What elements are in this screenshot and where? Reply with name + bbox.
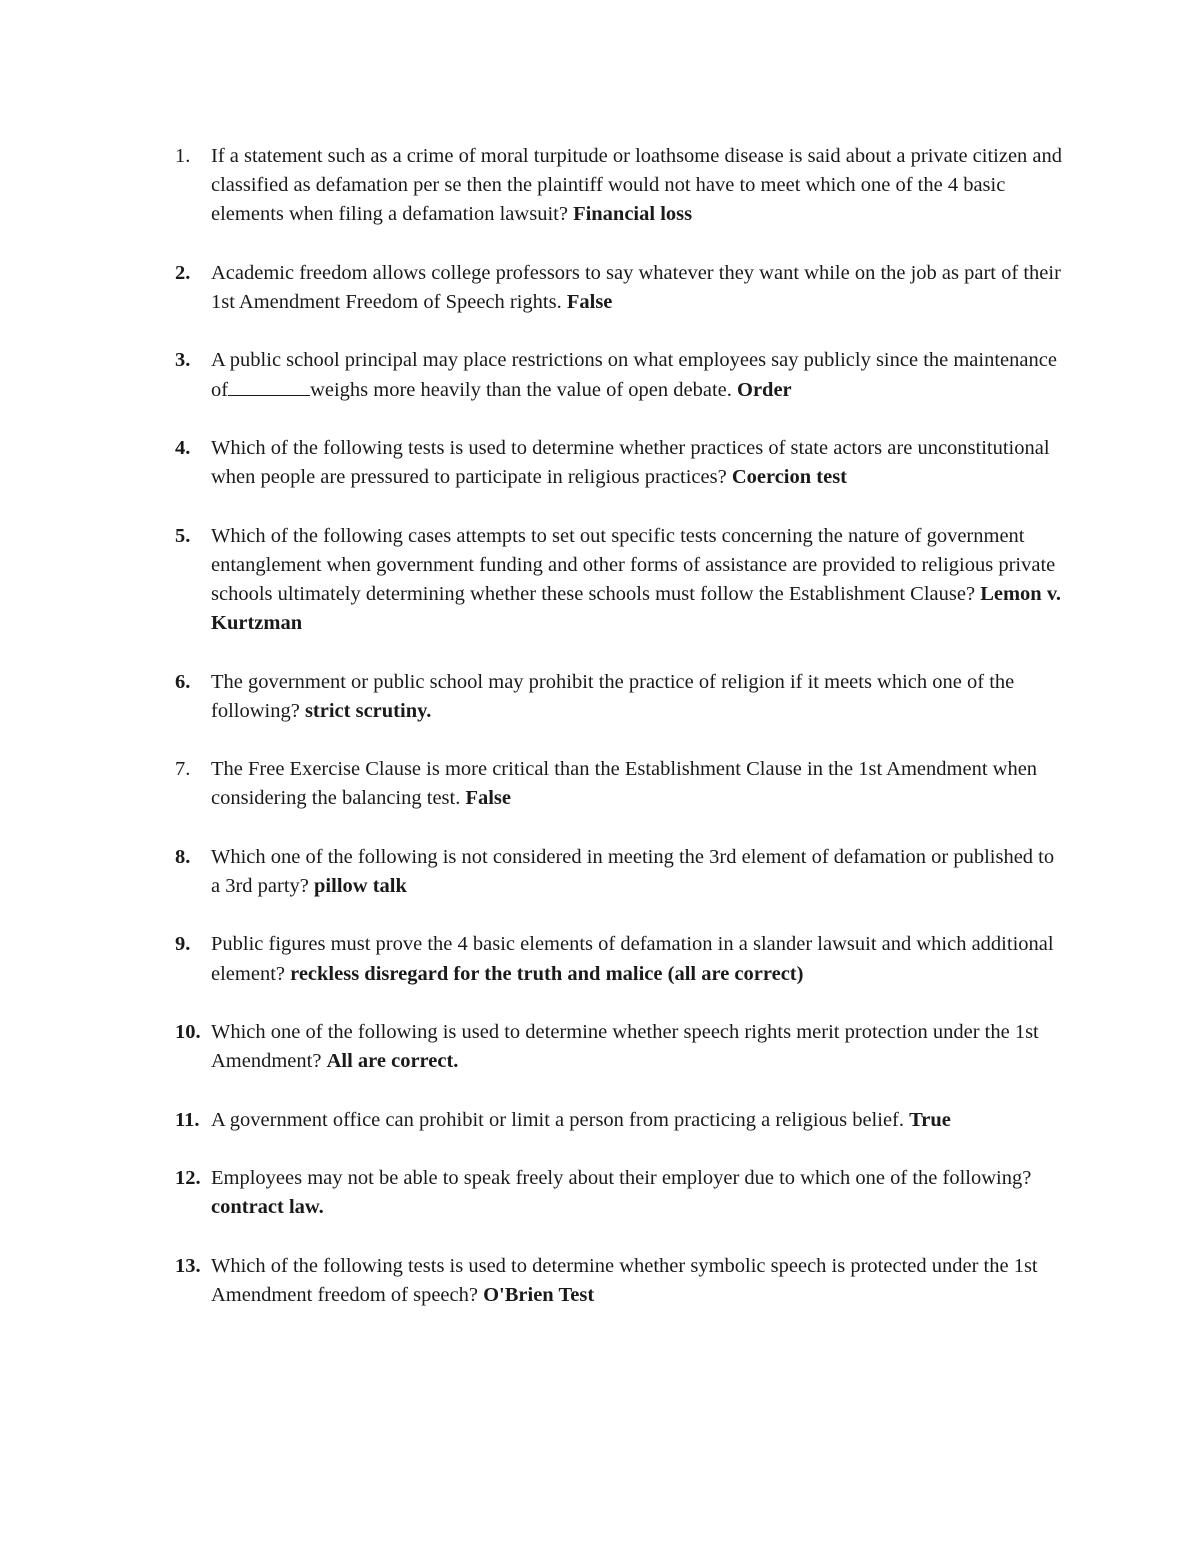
answer-text: False	[465, 787, 512, 810]
question-item-5	[163, 522, 1068, 639]
question-number: 1.	[175, 145, 191, 167]
question-item-3	[163, 346, 1068, 404]
question-item-9	[163, 930, 1068, 988]
answer-text: All are correct.	[326, 1050, 459, 1073]
answer-text: Coercion test	[731, 466, 848, 489]
question-text: A public school principal may place restrictions on what employees say publicly since the maintenance of	[211, 349, 1057, 401]
answer-text: contract law.	[211, 1196, 324, 1219]
question-item-4	[163, 434, 1068, 492]
answer-text: pillow talk	[314, 874, 407, 897]
answer-text: strict scrutiny.	[304, 699, 432, 722]
question-item-6	[163, 668, 1068, 726]
question-number: 10.	[175, 1020, 201, 1043]
question-number: 9.	[175, 933, 191, 956]
question-text: Which of the following tests is used to determine whether practices of state actors are unconstitutional when people are pressured to participate in religious practices?	[211, 436, 1050, 489]
question-item-8	[163, 843, 1068, 901]
question-number: 8.	[175, 845, 191, 868]
question-number: 5.	[175, 524, 191, 547]
question-text: Which of the following cases attempts to set out specific tests concerning the nature of government entanglement when government funding and other forms of assistance are provided to religious private schools ultimately determining whether these schools must follow the Establishment Clause?	[211, 524, 1056, 605]
question-item-12	[163, 1164, 1068, 1222]
question-item-13	[163, 1252, 1068, 1310]
question-text: Academic freedom allows college professors to say whatever they want while on the job as part of their 1st Amendment Freedom of Speech rights.	[211, 261, 1061, 313]
question-item-2	[163, 259, 1068, 317]
question-number: 6.	[175, 670, 191, 693]
question-number: 7.	[175, 758, 191, 781]
answer-text: Financial loss	[573, 203, 693, 226]
question-list	[163, 142, 1068, 1339]
question-text: A government office can prohibit or limit a person from practicing a religious belief.	[211, 1108, 904, 1131]
question-text: Which one of the following is used to determine whether speech rights merit protection under the 1st Amendment?	[211, 1020, 1039, 1073]
question-item-10	[163, 1018, 1068, 1076]
answer-text: True	[909, 1108, 951, 1131]
answer-text: reckless disregard for the truth and malice (all are correct)	[290, 962, 804, 985]
answer-text: False	[566, 291, 613, 313]
question-text: The government or public school may prohibit the practice of religion if it meets which one of the following?	[211, 670, 1015, 722]
question-number: 2.	[175, 261, 191, 284]
question-text: Which one of the following is not considered in meeting the 3rd element of defamation or published to a 3rd party?	[211, 845, 1055, 897]
answer-text: Lemon v. Kurtzman	[211, 582, 1062, 635]
question-text: If a statement such as a crime of moral turpitude or loathsome disease is said about a private citizen and classified as defamation per se then the plaintiff would not have to meet which one of the 4 basic elements when filing a defamation lawsuit?	[211, 145, 1063, 226]
question-number: 3.	[175, 349, 191, 372]
question-item-7	[163, 755, 1068, 813]
question-text: Employees may not be able to speak freely about their employer due to which one of the following?	[211, 1166, 1032, 1189]
question-text: Which of the following tests is used to determine whether symbolic speech is protected under the 1st Amendment freedom of speech?	[211, 1254, 1038, 1306]
question-number: 11.	[175, 1108, 200, 1131]
answer-text: O'Brien Test	[483, 1283, 595, 1306]
question-number: 12.	[175, 1166, 201, 1189]
question-text: The Free Exercise Clause is more critical than the Establishment Clause in the 1st Amendment when considering the balancing test.	[211, 758, 1038, 810]
question-text-continued: weighs more heavily than the value of open debate.	[310, 378, 732, 401]
fill-in-blank	[228, 377, 310, 396]
question-number: 4.	[175, 436, 191, 459]
question-item-1	[163, 142, 1068, 230]
question-text: Public figures must prove the 4 basic elements of defamation in a slander lawsuit and which additional element?	[211, 933, 1054, 985]
answer-text: Order	[737, 378, 792, 401]
question-number: 13.	[175, 1254, 201, 1277]
question-item-11	[163, 1106, 1068, 1135]
